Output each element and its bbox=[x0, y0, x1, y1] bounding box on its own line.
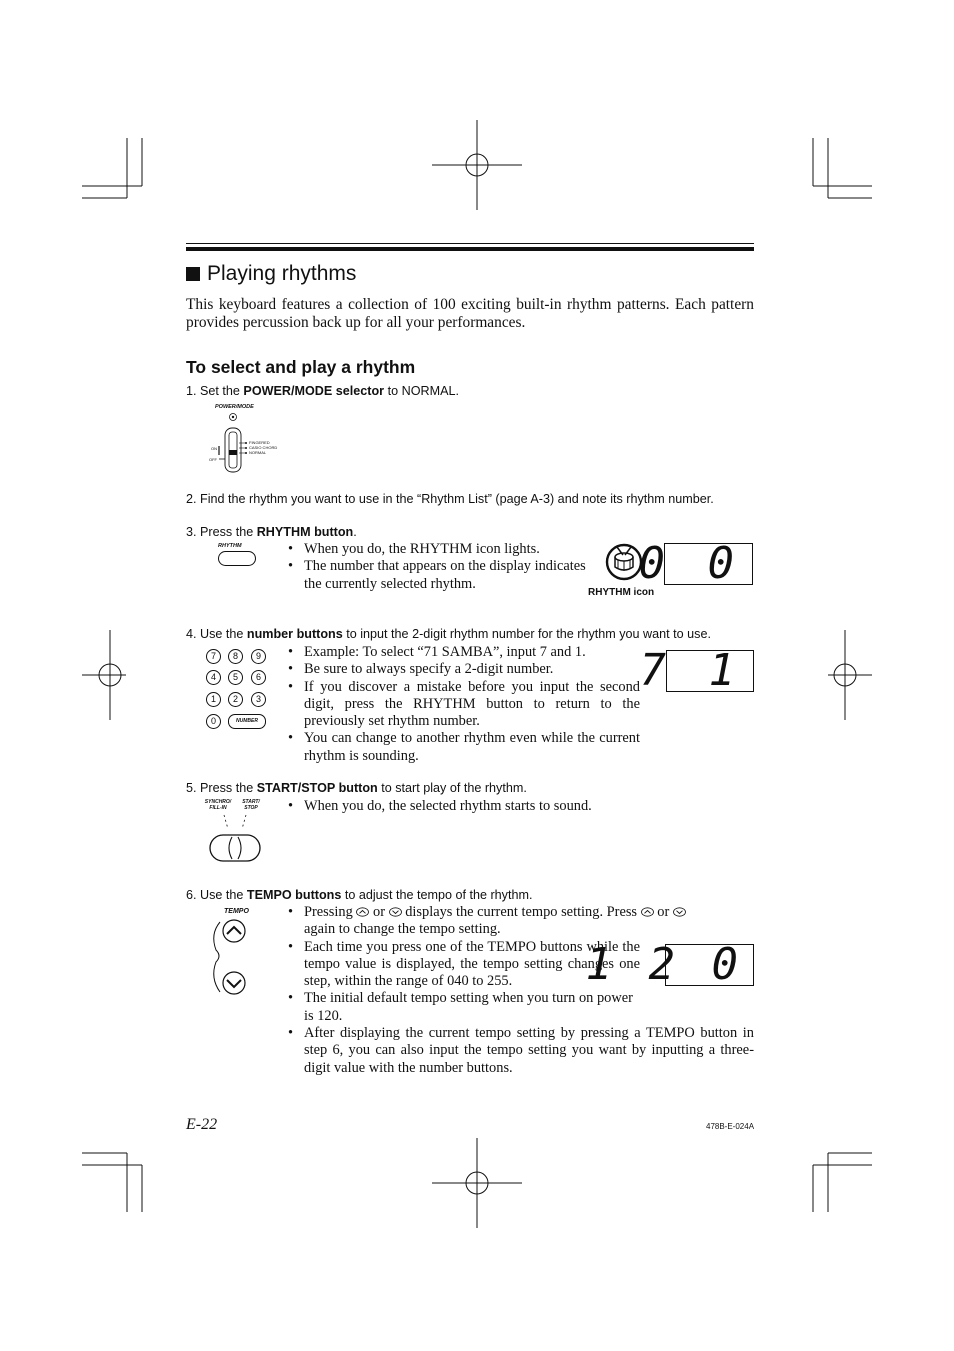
start-bullets bbox=[288, 798, 648, 815]
rhythm-bullets bbox=[288, 541, 588, 593]
start-stop-label: START/ STOP bbox=[242, 799, 260, 811]
power-switch-icon bbox=[205, 402, 285, 474]
square-bullet-icon bbox=[186, 267, 200, 281]
step-4: 4. Use the number buttons to input the 2-digit rhythm number for the rhythm you want to use. bbox=[186, 627, 711, 641]
power-mode-label: POWER/MODE bbox=[215, 404, 254, 410]
number-key-7[interactable]: 7 bbox=[206, 649, 221, 664]
number-keypad bbox=[206, 649, 268, 731]
rhythm-button-label: RHYTHM bbox=[218, 543, 242, 549]
start-stop-buttons-icon bbox=[204, 799, 266, 867]
list-item: • Be sure to always specify a 2-digit number. bbox=[288, 661, 640, 678]
synchro-fill-in-label: SYNCHRO/ FILL-IN bbox=[204, 799, 232, 811]
rhythm-button[interactable] bbox=[218, 551, 256, 566]
display-value: 1 2 0 bbox=[585, 939, 743, 990]
document-code: 478B-E-024A bbox=[706, 1122, 755, 1131]
mode-fingered: FINGERED bbox=[249, 440, 270, 445]
power-mode-selector-diagram bbox=[205, 402, 285, 474]
number-bullets bbox=[288, 644, 640, 765]
tempo-bullets bbox=[288, 904, 754, 1077]
start-stop-diagram bbox=[204, 799, 266, 867]
tempo-display bbox=[585, 939, 754, 990]
tempo-down-button[interactable] bbox=[223, 972, 245, 994]
header-rule-thick bbox=[186, 247, 754, 251]
subsection-title: To select and play a rhythm bbox=[186, 357, 416, 377]
number-key-0[interactable]: 0 bbox=[206, 714, 221, 729]
number-key-9[interactable]: 9 bbox=[251, 649, 266, 664]
tempo-down-inline-icon bbox=[389, 907, 402, 917]
rhythm-display bbox=[638, 538, 753, 589]
mode-normal: NORMAL bbox=[249, 450, 267, 455]
tempo-up-button[interactable] bbox=[223, 920, 245, 942]
step-3: 3. Press the RHYTHM button. bbox=[186, 525, 357, 539]
step-6: 6. Use the TEMPO buttons to adjust the tempo of the rhythm. bbox=[186, 888, 533, 902]
number-key-3[interactable]: 3 bbox=[251, 692, 266, 707]
display-value: 7 1 bbox=[639, 645, 743, 696]
tempo-down-inline-icon bbox=[673, 907, 686, 917]
power-off-label: OFF bbox=[209, 457, 217, 462]
display-value: 0 0 bbox=[638, 538, 742, 589]
tempo-label: TEMPO bbox=[224, 908, 249, 915]
list-item: • When you do, the RHYTHM icon lights. bbox=[288, 541, 588, 558]
number-key-6[interactable]: 6 bbox=[251, 670, 266, 685]
list-item: • You can change to another rhythm even while the current rhythm is sounding. bbox=[288, 730, 640, 765]
list-item: • The number that appears on the display indicates the currently selected rhythm. bbox=[288, 558, 588, 593]
number-key-5[interactable]: 5 bbox=[228, 670, 243, 685]
step-5: 5. Press the START/STOP button to start play of the rhythm. bbox=[186, 781, 527, 795]
step-1: 1. Set the POWER/MODE selector to NORMAL. bbox=[186, 384, 459, 398]
list-item: • If you discover a mistake before you input the second digit, press the RHYTHM button to return to the previously set rhythm number. bbox=[288, 679, 640, 731]
list-item: • After displaying the current tempo setting by pressing a TEMPO button in step 6, you can also input the tempo setting you want by inputting a three-digit value with the number buttons. bbox=[288, 1025, 754, 1077]
tempo-up-inline-icon bbox=[356, 907, 369, 917]
number-key-4[interactable]: 4 bbox=[206, 670, 221, 685]
number-display bbox=[639, 645, 754, 696]
intro-paragraph: This keyboard features a collection of 100 exciting built-in rhythm patterns. Each pattern provides percussion back up for all your performances. bbox=[186, 296, 754, 331]
tempo-up-inline-icon bbox=[641, 907, 654, 917]
mode-casio-chord: CASIO CHORD bbox=[249, 445, 278, 450]
rhythm-icon-caption: RHYTHM icon bbox=[588, 587, 655, 598]
number-key-1[interactable]: 1 bbox=[206, 692, 221, 707]
step-2: 2. Find the rhythm you want to use in the “Rhythm List” (page A-3) and note its rhythm number. bbox=[186, 492, 714, 506]
number-key-8[interactable]: 8 bbox=[228, 649, 243, 664]
header-rule-thin bbox=[186, 243, 754, 244]
section-title: Playing rhythms bbox=[186, 262, 356, 286]
list-item: • The initial default tempo setting when you turn on power is 120. bbox=[288, 990, 640, 1025]
power-on-label: ON bbox=[211, 446, 217, 451]
number-button[interactable]: NUMBER bbox=[228, 714, 266, 729]
page-number: E-22 bbox=[186, 1116, 218, 1133]
list-item: • Each time you press one of the TEMPO buttons while the tempo value is displayed, the tempo setting changes one step, within the range of 040 to 255. bbox=[288, 939, 640, 991]
number-key-2[interactable]: 2 bbox=[228, 692, 243, 707]
list-item: • Pressing or displays the current tempo setting. Press or again to change the tempo setting. bbox=[288, 904, 754, 939]
list-item: • Example: To select “71 SAMBA”, input 7 and 1. bbox=[288, 644, 640, 661]
list-item: • When you do, the selected rhythm starts to sound. bbox=[288, 798, 648, 815]
